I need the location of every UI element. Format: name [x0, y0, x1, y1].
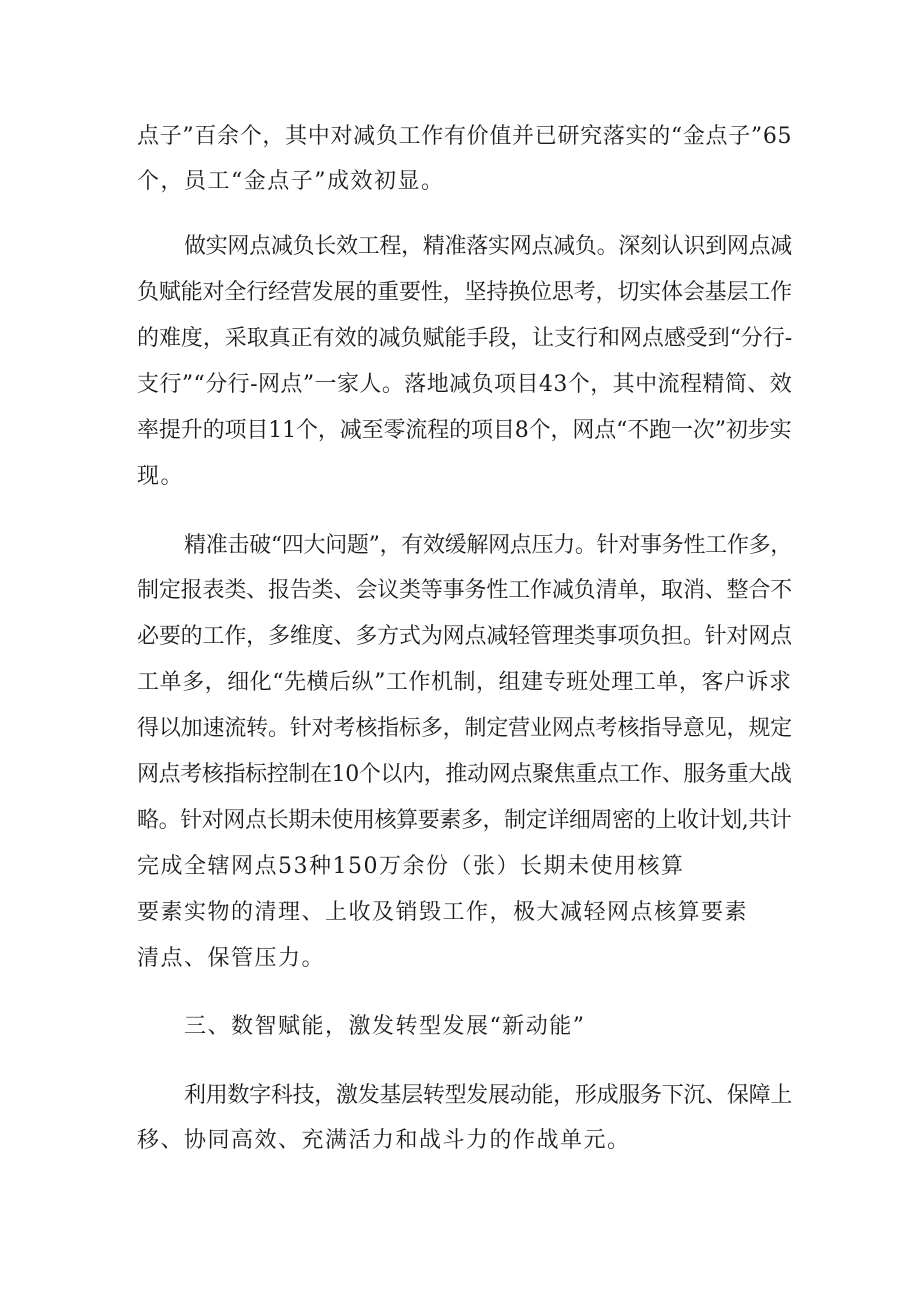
paragraph-3-line-9: 要素实物的清理、上收及销毁工作，极大减轻网点核算要素: [137, 900, 749, 925]
paragraph-3-line-4: 工单多，细化“先横后纵”工作机制，组建专班处理工单，客户诉求: [137, 670, 792, 695]
paragraph-2-line-3: 的难度，采取真正有效的减负赋能手段，让支行和网点感受到“分行-: [137, 326, 793, 351]
paragraph-3-line-5: 得以加速流转。针对考核指标多，制定营业网点考核指导意见，规定: [137, 716, 793, 741]
section-heading-3: 三、数智赋能，激发转型发展“新动能”: [184, 1014, 586, 1039]
paragraph-3-line-1: 精准击破“四大问题”，有效缓解网点压力。针对事务性工作多，: [184, 533, 792, 558]
paragraph-4-line-1: 利用数字科技，激发基层转型发展动能，形成服务下沉、保障上: [184, 1083, 793, 1108]
paragraph-3-line-7: 略。针对网点长期未使用核算要素多，制定详细周密的上收计划,共计: [137, 808, 792, 833]
paragraph-3-line-6: 网点考核指标控制在10个以内，推动网点聚焦重点工作、服务重大战: [137, 762, 792, 787]
paragraph-4-line-2: 移、协同高效、充满活力和战斗力的作战单元。: [137, 1128, 631, 1153]
paragraph-1-line-1: 点子”百余个，其中对减负工作有价值并已研究落实的“金点子”65: [137, 124, 793, 149]
paragraph-2-line-5: 率提升的项目11个，减至零流程的项目8个，网点“不跑一次”初步实: [137, 418, 792, 443]
paragraph-3-line-10: 清点、保管压力。: [137, 946, 326, 971]
paragraph-3-line-8: 完成全辖网点53种150万余份（张）长期未使用核算: [137, 854, 685, 879]
paragraph-1-line-2: 个，员工“金点子”成效初显。: [137, 169, 445, 194]
paragraph-2-line-4: 支行”“分行-网点”一家人。落地减负项目43个，其中流程精简、效: [137, 372, 793, 397]
paragraph-2-line-2: 负赋能对全行经营发展的重要性，坚持换位思考，切实体会基层工作: [137, 280, 793, 305]
paragraph-2-line-6: 现。: [137, 464, 185, 489]
paragraph-3-line-2: 制定报表类、报告类、会议类等事务性工作减负清单，取消、整合不: [137, 578, 793, 603]
paragraph-2-line-1: 做实网点减负长效工程，精准落实网点减负。深刻认识到网点减: [184, 234, 793, 259]
paragraph-3-line-3: 必要的工作，多维度、多方式为网点减轻管理类事项负担。针对网点: [137, 624, 793, 649]
